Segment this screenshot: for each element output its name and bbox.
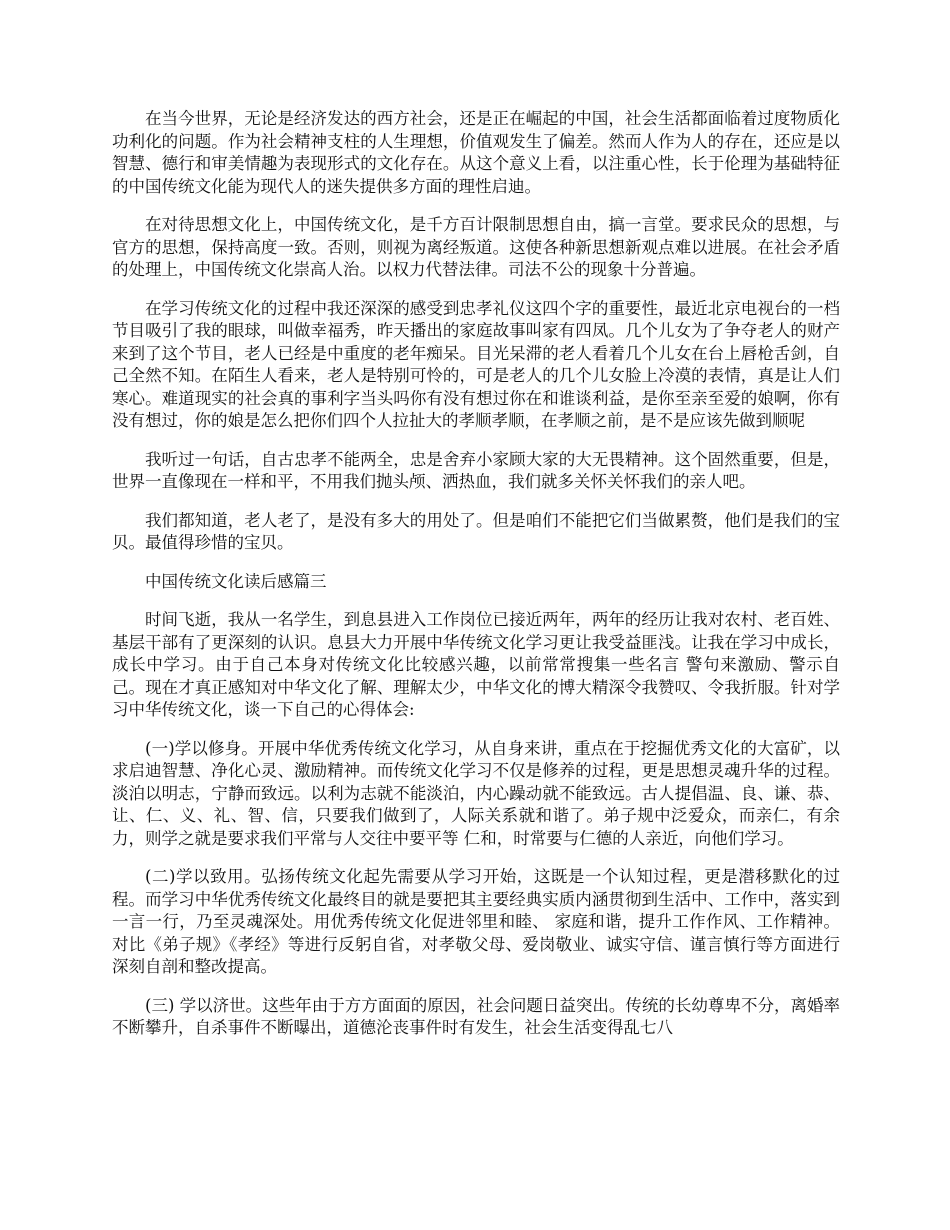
paragraph-4: 我听过一句话，自古忠孝不能两全，忠是舍弃小家顾大家的大无畏精神。这个固然重要，但是，世界一直像现在一样和平，不用我们抛头颅、洒热血，我们就多关怀关怀我们的亲人吧。 — [112, 449, 840, 491]
paragraph-6: 时间飞逝，我从一名学生，到息县进入工作岗位已接近两年，两年的经历让我对农村、老百姓、基层干部有了更深刻的认识。息县大力开展中华传统文化学习更让我受益匪浅。让我在学习中成长，成长中学习。由于自己本身对传统文化比较感兴趣，以前常常搜集一些名言 警句来激励、警示自己。现在才真正感知对中华文化了解、理解太少，中华文化的博大精深令我赞叹、令我折服。针对学习中华传统文化，谈一下自己的心得体会: — [112, 610, 840, 719]
paragraph-5: 我们都知道，老人老了，是没有多大的用处了。但是咱们不能把它们当做累赘，他们是我们的宝贝。最值得珍惜的宝贝。 — [112, 510, 840, 552]
paragraph-1: 在当今世界，无论是经济发达的西方社会，还是正在崛起的中国，社会生活都面临着过度物质化功利化的问题。作为社会精神支柱的人生理想，价值观发生了偏差。然而人作为人的存在，还应是以智慧、德行和审美情趣为表现形式的文化存在。从这个意义上看，以注重心性，长于伦理为基础特征的中国传统文化能为现代人的迷失提供多方面的理性启迪。 — [112, 109, 840, 196]
document-body — [112, 108, 840, 1056]
section-heading: 中国传统文化读后感篇三 — [145, 571, 327, 591]
paragraph-8: (二)学以致用。弘扬传统文化起先需要从学习开始，这既是一个认知过程，更是潜移默化的过程。而学习中华优秀传统文化最终目的就是要把其主要经典实质内涵贯彻到生活中、工作中，落实到一言一行，乃至灵魂深处。用优秀传统文化促进邻里和睦、 家庭和谐，提升工作作风、工作精神。对比《弟子规》《孝经》等进行反躬自省，对孝敬父母、爱岗敬业、诚实守信、谨言慎行等方面进行深刻自剖和整改提高。 — [112, 867, 840, 976]
paragraph-3: 在学习传统文化的过程中我还深深的感受到忠孝礼仪这四个字的重要性，最近北京电视台的一档节目吸引了我的眼球，叫做幸福秀，昨天播出的家庭故事叫家有四凤。几个儿女为了争夺老人的财产来到了这个节目，老人已经是中重度的老年痴呆。目光呆滞的老人看着几个儿女在台上唇枪舌剑，自己全然不知。在陌生人看来，老人是特别可怜的，可是老人的几个儿女脸上冷漠的表情，真是让人们寒心。难道现实的社会真的事利字当头吗你有没有想过你在和谁谈利益，是你至亲至爱的娘啊，你有没有想过，你的娘是怎么把你们四个人拉扯大的孝顺孝顺，在孝顺之前，是不是应该先做到顺呢 — [112, 298, 840, 430]
paragraph-7: (一)学以修身。开展中华优秀传统文化学习，从自身来讲，重点在于挖掘优秀文化的大富矿，以求启迪智慧、净化心灵、激励精神。而传统文化学习不仅是修养的过程，更是思想灵魂升华的过程。淡泊以明志，宁静而致远。以利为志就不能淡泊，内心躁动就不能致远。古人提倡温、良、谦、恭、让、仁、义、礼、智、信，只要我们做到了，人际关系就和谐了。弟子规中泛爱众，而亲仁，有余力，则学之就是要求我们平常与人交往中要平等 仁和，时常要与仁德的人亲近，向他们学习。 — [112, 738, 840, 848]
paragraph-2: 在对待思想文化上，中国传统文化，是千方百计限制思想自由，搞一言堂。要求民众的思想，与官方的思想，保持高度一致。否则，则视为离经叛道。这使各种新思想新观点难以进展。在社会矛盾的处理上，中国传统文化崇高人治。以权力代替法律。司法不公的现象十分普遍。 — [112, 215, 840, 279]
paragraph-9: (三) 学以济世。这些年由于方方面面的原因，社会问题日益突出。传统的长幼尊卑不分，离婚率不断攀升，自杀事件不断曝出，道德沦丧事件时有发生，社会生活变得乱七八 — [112, 995, 840, 1037]
